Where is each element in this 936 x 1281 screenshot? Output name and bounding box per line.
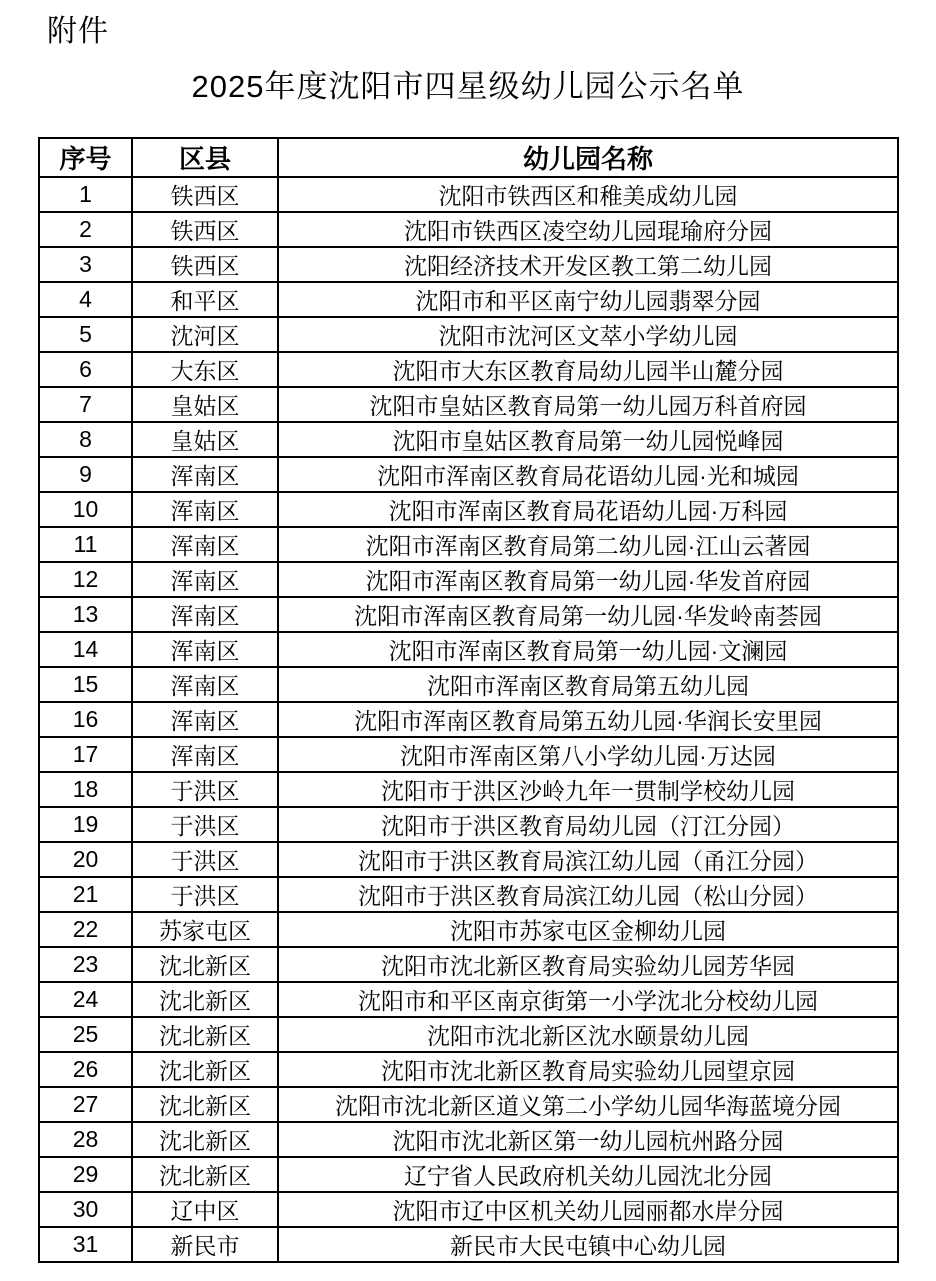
kindergarten-name-cell: 沈阳市浑南区教育局第一幼儿园·华发岭南荟园: [278, 597, 898, 632]
serial-number-cell: 10: [39, 492, 132, 527]
serial-number-cell: 27: [39, 1087, 132, 1122]
table-row: [39, 1157, 898, 1192]
serial-number-cell: 11: [39, 527, 132, 562]
serial-number-cell: 29: [39, 1157, 132, 1192]
kindergarten-name-cell: 沈阳市沈北新区教育局实验幼儿园芳华园: [278, 947, 898, 982]
serial-number-cell: 1: [39, 177, 132, 212]
table-row: [39, 1017, 898, 1052]
serial-number-cell: 13: [39, 597, 132, 632]
table-row: [39, 212, 898, 247]
attachment-label: 附件: [47, 15, 109, 48]
kindergarten-name-cell: 沈阳经济技术开发区教工第二幼儿园: [278, 247, 898, 282]
district-cell: 于洪区: [132, 842, 278, 877]
serial-number-cell: 23: [39, 947, 132, 982]
district-cell: 浑南区: [132, 667, 278, 702]
table-row: [39, 352, 898, 387]
serial-number-cell: 14: [39, 632, 132, 667]
district-cell: 苏家屯区: [132, 912, 278, 947]
kindergarten-name-cell: 沈阳市沈北新区道义第二小学幼儿园华海蓝境分园: [278, 1087, 898, 1122]
kindergarten-roster-table: [38, 137, 899, 1263]
district-cell: 于洪区: [132, 877, 278, 912]
table-header-row: [39, 138, 898, 177]
kindergarten-name-cell: 沈阳市铁西区和稚美成幼儿园: [278, 177, 898, 212]
table-row: [39, 387, 898, 422]
kindergarten-name-cell: 沈阳市浑南区教育局第一幼儿园·华发首府园: [278, 562, 898, 597]
table-row: [39, 492, 898, 527]
header-district: 区县: [132, 138, 278, 177]
serial-number-cell: 16: [39, 702, 132, 737]
serial-number-cell: 26: [39, 1052, 132, 1087]
kindergarten-name-cell: 沈阳市沈北新区第一幼儿园杭州路分园: [278, 1122, 898, 1157]
table-row: [39, 1192, 898, 1227]
table-row: [39, 667, 898, 702]
kindergarten-name-cell: 沈阳市于洪区教育局滨江幼儿园（松山分园）: [278, 877, 898, 912]
serial-number-cell: 2: [39, 212, 132, 247]
kindergarten-name-cell: 沈阳市和平区南宁幼儿园翡翠分园: [278, 282, 898, 317]
page-title: 2025年度沈阳市四星级幼儿园公示名单: [191, 69, 745, 104]
serial-number-cell: 5: [39, 317, 132, 352]
district-cell: 和平区: [132, 282, 278, 317]
kindergarten-name-cell: 沈阳市浑南区第八小学幼儿园·万达园: [278, 737, 898, 772]
table-row: [39, 457, 898, 492]
serial-number-cell: 12: [39, 562, 132, 597]
table-row: [39, 632, 898, 667]
district-cell: 沈河区: [132, 317, 278, 352]
serial-number-cell: 15: [39, 667, 132, 702]
serial-number-cell: 7: [39, 387, 132, 422]
table-row: [39, 877, 898, 912]
table-row: [39, 1227, 898, 1262]
header-serial-number: 序号: [39, 138, 132, 177]
serial-number-cell: 9: [39, 457, 132, 492]
district-cell: 浑南区: [132, 702, 278, 737]
kindergarten-name-cell: 沈阳市沈河区文萃小学幼儿园: [278, 317, 898, 352]
district-cell: 沈北新区: [132, 947, 278, 982]
district-cell: 沈北新区: [132, 1122, 278, 1157]
district-cell: 铁西区: [132, 212, 278, 247]
serial-number-cell: 24: [39, 982, 132, 1017]
kindergarten-name-cell: 沈阳市浑南区教育局第一幼儿园·文澜园: [278, 632, 898, 667]
district-cell: 铁西区: [132, 247, 278, 282]
serial-number-cell: 8: [39, 422, 132, 457]
table-row: [39, 912, 898, 947]
serial-number-cell: 17: [39, 737, 132, 772]
kindergarten-name-cell: 沈阳市于洪区教育局幼儿园（汀江分园）: [278, 807, 898, 842]
serial-number-cell: 31: [39, 1227, 132, 1262]
table-row: [39, 597, 898, 632]
district-cell: 皇姑区: [132, 422, 278, 457]
table-row: [39, 772, 898, 807]
kindergarten-name-cell: 沈阳市沈北新区教育局实验幼儿园望京园: [278, 1052, 898, 1087]
serial-number-cell: 30: [39, 1192, 132, 1227]
district-cell: 浑南区: [132, 527, 278, 562]
table-row: [39, 1052, 898, 1087]
district-cell: 沈北新区: [132, 1157, 278, 1192]
kindergarten-name-cell: 沈阳市苏家屯区金柳幼儿园: [278, 912, 898, 947]
district-cell: 于洪区: [132, 807, 278, 842]
kindergarten-name-cell: 沈阳市沈北新区沈水颐景幼儿园: [278, 1017, 898, 1052]
table-body: [39, 177, 898, 1262]
table-row: [39, 282, 898, 317]
kindergarten-name-cell: 辽宁省人民政府机关幼儿园沈北分园: [278, 1157, 898, 1192]
serial-number-cell: 25: [39, 1017, 132, 1052]
district-cell: 沈北新区: [132, 1087, 278, 1122]
kindergarten-name-cell: 沈阳市浑南区教育局第二幼儿园·江山云著园: [278, 527, 898, 562]
kindergarten-name-cell: 沈阳市皇姑区教育局第一幼儿园悦峰园: [278, 422, 898, 457]
table-row: [39, 1122, 898, 1157]
header-kindergarten-name: 幼儿园名称: [278, 138, 898, 177]
serial-number-cell: 28: [39, 1122, 132, 1157]
district-cell: 浑南区: [132, 457, 278, 492]
table-row: [39, 947, 898, 982]
district-cell: 大东区: [132, 352, 278, 387]
kindergarten-name-cell: 新民市大民屯镇中心幼儿园: [278, 1227, 898, 1262]
table-row: [39, 317, 898, 352]
district-cell: 沈北新区: [132, 982, 278, 1017]
kindergarten-name-cell: 沈阳市浑南区教育局花语幼儿园·光和城园: [278, 457, 898, 492]
kindergarten-name-cell: 沈阳市浑南区教育局花语幼儿园·万科园: [278, 492, 898, 527]
kindergarten-name-cell: 沈阳市于洪区沙岭九年一贯制学校幼儿园: [278, 772, 898, 807]
district-cell: 铁西区: [132, 177, 278, 212]
table-row: [39, 702, 898, 737]
district-cell: 浑南区: [132, 562, 278, 597]
table-row: [39, 562, 898, 597]
district-cell: 于洪区: [132, 772, 278, 807]
district-cell: 辽中区: [132, 1192, 278, 1227]
table-row: [39, 422, 898, 457]
district-cell: 沈北新区: [132, 1052, 278, 1087]
table-row: [39, 737, 898, 772]
serial-number-cell: 19: [39, 807, 132, 842]
serial-number-cell: 6: [39, 352, 132, 387]
district-cell: 浑南区: [132, 597, 278, 632]
district-cell: 浑南区: [132, 632, 278, 667]
district-cell: 新民市: [132, 1227, 278, 1262]
district-cell: 皇姑区: [132, 387, 278, 422]
serial-number-cell: 18: [39, 772, 132, 807]
kindergarten-name-cell: 沈阳市和平区南京街第一小学沈北分校幼儿园: [278, 982, 898, 1017]
kindergarten-name-cell: 沈阳市于洪区教育局滨江幼儿园（甬江分园）: [278, 842, 898, 877]
table-row: [39, 527, 898, 562]
kindergarten-name-cell: 沈阳市浑南区教育局第五幼儿园: [278, 667, 898, 702]
serial-number-cell: 20: [39, 842, 132, 877]
table-row: [39, 807, 898, 842]
district-cell: 沈北新区: [132, 1017, 278, 1052]
table-row: [39, 842, 898, 877]
table-row: [39, 982, 898, 1017]
serial-number-cell: 3: [39, 247, 132, 282]
serial-number-cell: 4: [39, 282, 132, 317]
serial-number-cell: 21: [39, 877, 132, 912]
kindergarten-name-cell: 沈阳市大东区教育局幼儿园半山麓分园: [278, 352, 898, 387]
kindergarten-name-cell: 沈阳市浑南区教育局第五幼儿园·华润长安里园: [278, 702, 898, 737]
table-row: [39, 1087, 898, 1122]
table-row: [39, 247, 898, 282]
kindergarten-name-cell: 沈阳市辽中区机关幼儿园丽都水岸分园: [278, 1192, 898, 1227]
kindergarten-name-cell: 沈阳市皇姑区教育局第一幼儿园万科首府园: [278, 387, 898, 422]
district-cell: 浑南区: [132, 737, 278, 772]
serial-number-cell: 22: [39, 912, 132, 947]
district-cell: 浑南区: [132, 492, 278, 527]
table-row: [39, 177, 898, 212]
kindergarten-name-cell: 沈阳市铁西区凌空幼儿园琨瑜府分园: [278, 212, 898, 247]
